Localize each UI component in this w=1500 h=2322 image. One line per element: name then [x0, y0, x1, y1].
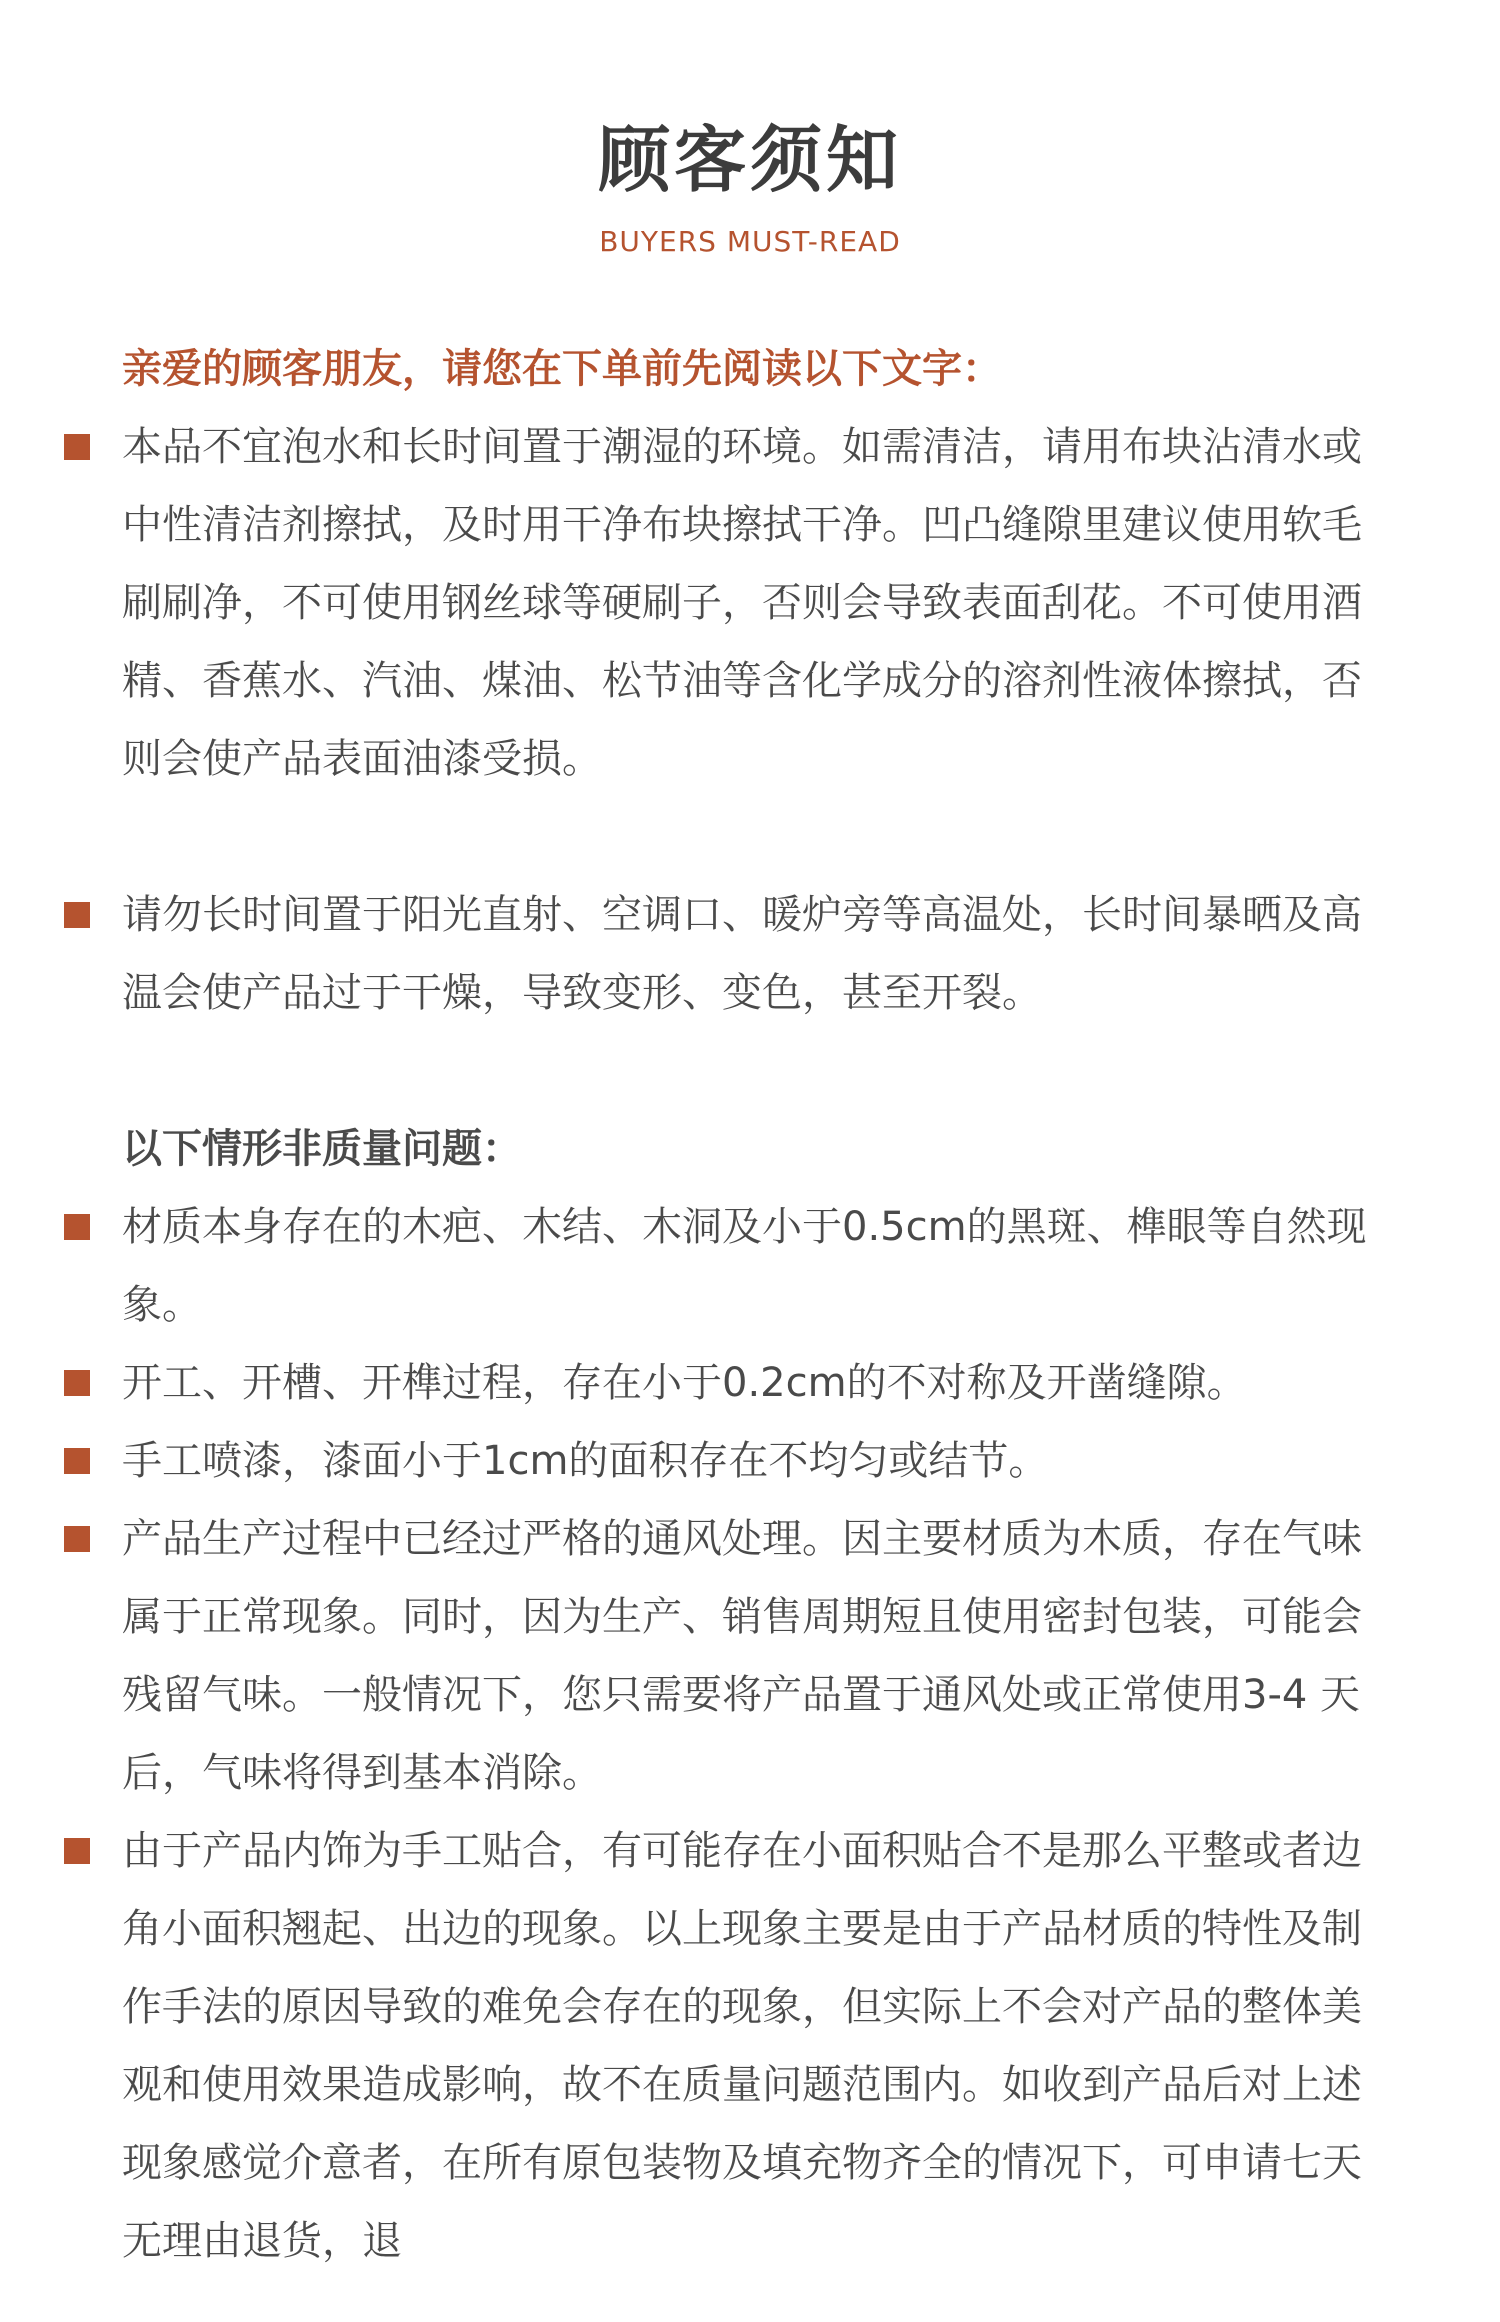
page-title: 顾客须知 [597, 118, 902, 202]
greeting-text: 亲爱的顾客朋友，请您在下单前先阅读以下文字： [122, 346, 1002, 392]
spacer [122, 1032, 1382, 1110]
notice-item-text: 材质本身存在的木疤、木结、木洞及小于0.5cm的黑斑、榫眼等自然现象。 [122, 1204, 1367, 1328]
page-subtitle: BUYERS MUST-READ [599, 225, 901, 258]
notice-item [122, 408, 1382, 798]
notice-item [122, 1812, 1382, 2280]
square-bullet-icon [64, 1448, 90, 1474]
notice-item-text: 手工喷漆，漆面小于1cm的面积存在不均匀或结节。 [122, 1438, 1049, 1484]
notice-item [122, 1500, 1382, 1812]
section-subheading: 以下情形非质量问题： [122, 1126, 522, 1172]
notice-item [122, 876, 1382, 1032]
notice-item [122, 1422, 1382, 1500]
square-bullet-icon [64, 1838, 90, 1864]
square-bullet-icon [64, 1526, 90, 1552]
notice-item-text: 开工、开槽、开榫过程，存在小于0.2cm的不对称及开凿缝隙。 [122, 1360, 1247, 1406]
square-bullet-icon [64, 1370, 90, 1396]
square-bullet-icon [64, 1214, 90, 1240]
notice-item-text: 产品生产过程中已经过严格的通风处理。因主要材质为木质，存在气味属于正常现象。同时，因为生产、销售周期短且使用密封包装，可能会残留气味。一般情况下，您只需要将产品置于通风处或正常使用3-4 天后，气味将得到基本消除。 [122, 1516, 1362, 1796]
notice-item-text: 请勿长时间置于阳光直射、空调口、暖炉旁等高温处，长时间暴晒及高温会使产品过于干燥，导致变形、变色，甚至开裂。 [122, 892, 1362, 1016]
square-bullet-icon [64, 902, 90, 928]
notice-item-text: 本品不宜泡水和长时间置于潮湿的环境。如需清洁，请用布块沾清水或中性清洁剂擦拭，及时用干净布块擦拭干净。凹凸缝隙里建议使用软毛刷刷净，不可使用钢丝球等硬刷子，否则会导致表面刮花。不可使用酒精、香蕉水、汽油、煤油、松节油等含化学成分的溶剂性液体擦拭，否则会使产品表面油漆受损。 [122, 424, 1362, 782]
notice-item [122, 1344, 1382, 1422]
notice-item [122, 1188, 1382, 1344]
square-bullet-icon [64, 434, 90, 460]
spacer [122, 798, 1382, 876]
notice-content [122, 330, 1382, 2280]
notice-item-text: 由于产品内饰为手工贴合，有可能存在小面积贴合不是那么平整或者边角小面积翘起、出边的现象。以上现象主要是由于产品材质的特性及制作手法的原因导致的难免会存在的现象，但实际上不会对产品的整体美观和使用效果造成影响，故不在质量问题范围内。如收到产品后对上述现象感觉介意者，在所有原包装物及填充物齐全的情况下，可申请七天无理由退货，退 [122, 1828, 1362, 2264]
